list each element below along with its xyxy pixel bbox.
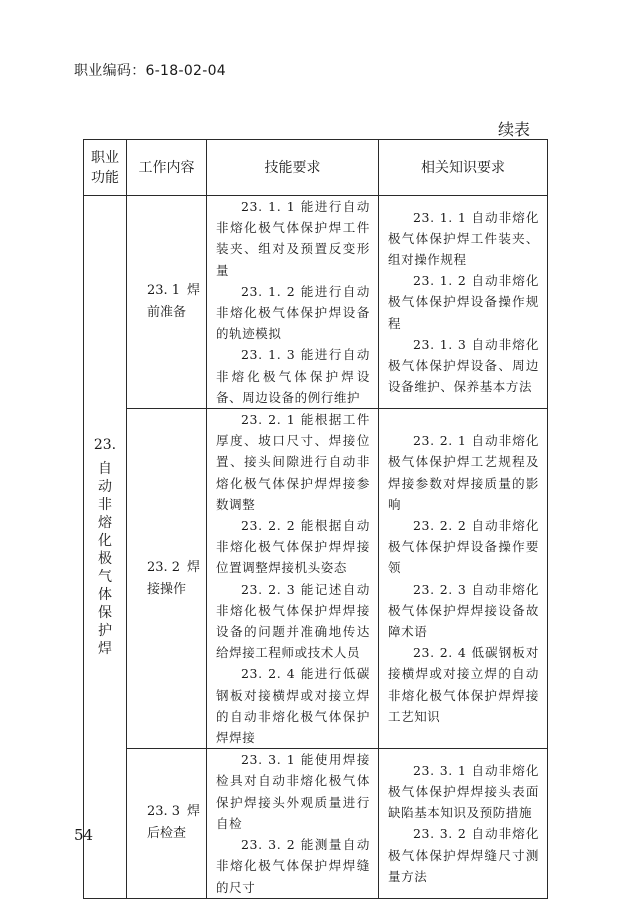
knowledge-item: 23. 1. 2 自动非熔化极气体保护焊设备操作规程: [388, 273, 539, 331]
header-task: 工作内容: [127, 140, 207, 196]
knowledge-cell: [379, 749, 548, 898]
function-number: 23.: [93, 436, 117, 453]
header-function: 职业功能: [84, 140, 127, 196]
knowledge-item: 23. 2. 4 低碳钢板对接横焊或对接立焊的自动非熔化极气体保护焊焊接工艺知识: [388, 645, 539, 724]
task-name-part: 焊: [186, 804, 200, 820]
skills-cell: [207, 409, 379, 749]
task-cell: [127, 196, 207, 409]
skill-item: 23. 1. 3 能进行自动非熔化极气体保护焊设备、周边设备的例行维护: [216, 347, 370, 405]
skill-item: 23. 2. 4 能进行低碳钢板对接横焊或对接立焊的自动非熔化极气体保护焊焊接: [216, 666, 370, 746]
knowledge-cell: [379, 196, 548, 409]
skill-item: 23. 3. 1 能使用焊接检具对自动非熔化极气体保护焊接头外观质量进行自检: [216, 752, 370, 831]
header-knowledge: 相关知识要求: [379, 140, 548, 196]
skill-item: 23. 1. 2 能进行自动非熔化极气体保护焊设备的轨迹模拟: [216, 283, 370, 342]
knowledge-item: 23. 3. 2 自动非熔化极气体保护焊焊缝尺寸测量方法: [388, 826, 539, 884]
task-cell: [127, 749, 207, 898]
function-cell: [84, 196, 127, 899]
knowledge-item: 23. 3. 1 自动非熔化极气体保护焊焊接头表面缺陷基本知识及预防措施: [388, 762, 539, 821]
skills-table: [83, 139, 548, 899]
function-name: 自动非熔化极气体保护焊: [98, 460, 112, 657]
task-name: 后检查: [147, 826, 187, 842]
task-number: 23. 1: [147, 283, 181, 299]
knowledge-item: 23. 2. 1 自动非熔化极气体保护焊工艺规程及焊接参数对焊接质量的影响: [388, 433, 539, 512]
table-row: [84, 409, 548, 749]
task-name-part: 焊: [186, 559, 200, 575]
skill-item: 23. 2. 2 能根据自动非熔化极气体保护焊焊接位置调整焊接机头姿态: [216, 518, 370, 576]
skill-item: 23. 3. 2 能测量自动非熔化极气体保护焊焊缝的尺寸: [216, 837, 370, 895]
task-cell: [127, 409, 207, 749]
page-number: 54: [74, 826, 94, 844]
knowledge-item: 23. 1. 1 自动非熔化极气体保护焊工件装夹、组对操作规程: [388, 209, 539, 267]
knowledge-item: 23. 1. 3 自动非熔化极气体保护焊设备、周边设备维护、保养基本方法: [388, 336, 539, 395]
continued-label: 续表: [498, 120, 531, 139]
table-row: [84, 749, 548, 898]
knowledge-item: 23. 2. 3 自动非熔化极气体保护焊焊接设备故障术语: [388, 581, 539, 640]
skill-item: 23. 2. 1 能根据工件厚度、坡口尺寸、焊接位置、接头间隙进行自动非熔化极气体保护焊焊接参数调整: [216, 412, 370, 512]
task-name: 前准备: [147, 305, 187, 321]
task-name: 接操作: [147, 581, 187, 597]
knowledge-item: 23. 2. 2 自动非熔化极气体保护焊设备操作要领: [388, 518, 539, 576]
task-number: 23. 2: [147, 559, 181, 575]
task-number: 23. 3: [147, 804, 181, 820]
skills-cell: [207, 196, 379, 409]
table-header-row: [84, 140, 548, 196]
skill-item: 23. 1. 1 能进行自动非熔化极气体保护焊工件装夹、组对及预置反变形量: [216, 199, 370, 278]
task-name-part: 焊: [186, 283, 200, 299]
knowledge-cell: [379, 409, 548, 749]
header-skills: 技能要求: [207, 140, 379, 196]
skill-item: 23. 2. 3 能记述自动非熔化极气体保护焊焊接设备的问题并准确地传达给焊接工程师或技术人员: [216, 581, 370, 661]
occupation-code: 职业编码：6-18-02-04: [74, 63, 227, 79]
skills-cell: [207, 749, 379, 898]
table-row: [84, 196, 548, 409]
